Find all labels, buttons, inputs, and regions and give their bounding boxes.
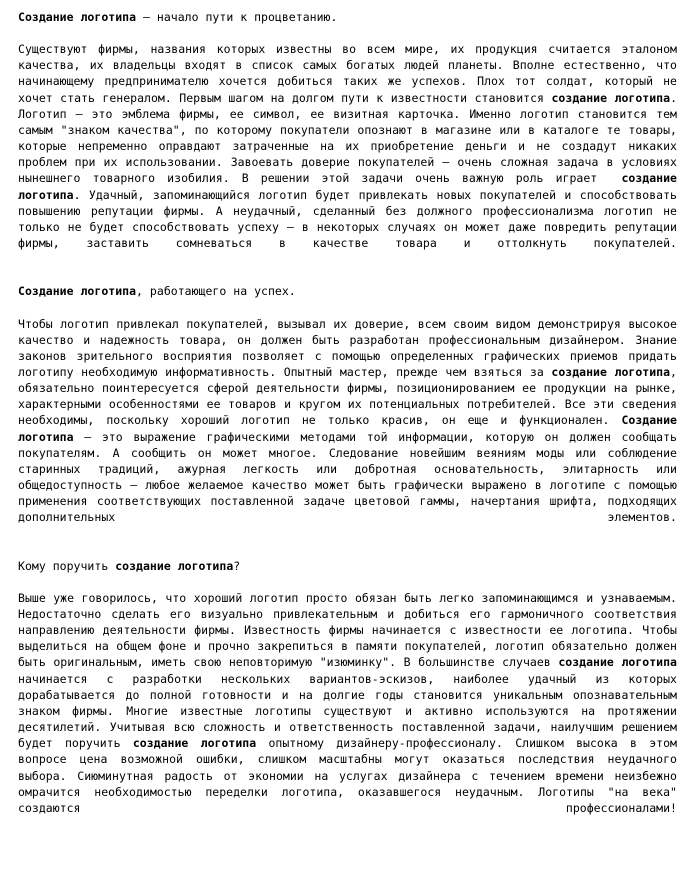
- text-run: Выше уже говорилось, что хороший логотип просто обязан быть легко запоминающимся и узнаваемым. Недостаточно сделать его визуально привлекательным и добиться его гармоничного соответствия направлению деятельности фирмы. Известность фирмы начинается с известности ее логотипа. Чтобы выделиться на общем фоне и прочно закрепиться в памяти покупателей, логотип обязательно должен быть оригинальным, иметь свою неповторимую "изюминку". В большинстве случаев: [18, 590, 684, 670]
- body-paragraph: [18, 316, 684, 542]
- section-heading: [18, 558, 677, 574]
- emphasis-text: создание логотипа: [551, 364, 671, 379]
- emphasis-text: создание логотипа: [132, 736, 257, 751]
- text-run: Существуют фирмы, названия которых известны во всем мире, их продукция считается эталоном качества, их владельцы входят в список самых богатых людей планеты. Вполне естественно, что начинающему предпринимателю хочется добиться таких же успехов. Плох тот солдат, который не хочет стать генералом. Первым шагом на долгом пути к известности становится: [18, 42, 684, 105]
- emphasis-text: создание логотипа: [18, 171, 684, 202]
- text-run: ?: [233, 558, 241, 573]
- section-heading: [18, 283, 677, 299]
- emphasis-text: Создание логотипа: [18, 284, 137, 299]
- body-paragraph: [18, 41, 684, 267]
- text-run: , работающего на успех.: [136, 284, 296, 299]
- text-run: опытному дизайнеру-профессионалу. Слишком высока в этом вопросе цена возможной ошибки, слишком масштабны могут оказаться последствия неудачного выбора. Сиюминутная радость от экономии на услугах дизайнера с течением времени неизбежно омрачится необходимостью переделки логотипа, оказавшегося неудачным. Логотипы "на века" создаются профессионалами!: [18, 736, 684, 815]
- text-run: , обязательно поинтересуется сферой деятельности фирмы, позиционированием ее продукции на рынке, характерными особенностями ее товаров и кругом их потенциальных потребителей. Все эти сведения необходимы, поскольку хороший логотип не только красив, он еще и функционален.: [18, 364, 684, 428]
- emphasis-text: создание логотипа: [551, 90, 671, 105]
- body-paragraph: [18, 590, 684, 832]
- text-run: Чтобы логотип привлекал покупателей, вызывал их доверие, всем своим видом демонстрируя высокое качество и надежность товара, он должен быть разработан профессиональным дизайнером. Знание законов зрительного восприятия позволяет с помощью определенных графических приемов придать логотипу необходимую информативность. Опытный мастер, прежде чем взяться за: [18, 316, 684, 379]
- text-run: . Логотип – это эмблема фирмы, ее символ, ее визитная карточка. Именно логотип становится тем самым "знаком качества", по которому покупатели опознают в магазине или в каталоге те товары, которые непременно оправдают затраченные на их приобретение деньги и не создадут никаких проблем при их использовании. Завоевать доверие покупателей – очень сложная задача в условиях нынешнего товарного изобилия. В решении этой задачи очень важную роль играет: [18, 90, 684, 186]
- text-run: . Удачный, запоминающийся логотип будет привлекать новых покупателей и способствовать повышению репутации фирмы. А неудачный, сделанный без должного профессионализма логотип не только не будет способствовать успеху – в некоторых случаях он может даже повредить репутации фирмы, заставить сомневаться в качестве товара и оттолкнуть покупателей.: [18, 187, 684, 251]
- emphasis-text: Создание логотипа: [18, 413, 684, 444]
- text-run: – это выражение графическими методами той информации, которую он должен сообщать покупателям. А сообщить он может многое. Следование новейшим веяниям моды или соблюдение старинных традиций, ажурная легкость или добротная основательность, элитарность или общедоступность – любое желаемое качество может быть графически выражено в логотипе с помощью применения соответствующих поставленной задаче цветовой гаммы, начертания шрифта, подходящих дополнительных элементов.: [18, 429, 684, 525]
- text-run: – начало пути к процветанию.: [136, 10, 338, 24]
- text-run: начинается с разработки нескольких вариантов-эскизов, наиболее удачный из которых дорабатывается до полной готовности и на долгие годы становится уникальным опознавательным знаком фирмы. Многие известные логотипы существуют и активно используются на протяжении десятилетий. Учитывая всю сложность и ответственность поставленной задачи, наилучшим решением будет поручить: [18, 655, 684, 751]
- emphasis-text: Создание логотипа: [18, 10, 137, 24]
- text-run: Кому поручить: [18, 558, 116, 573]
- emphasis-text: создание логотипа: [558, 655, 677, 670]
- emphasis-text: создание логотипа: [115, 558, 234, 573]
- section-heading: [18, 9, 677, 25]
